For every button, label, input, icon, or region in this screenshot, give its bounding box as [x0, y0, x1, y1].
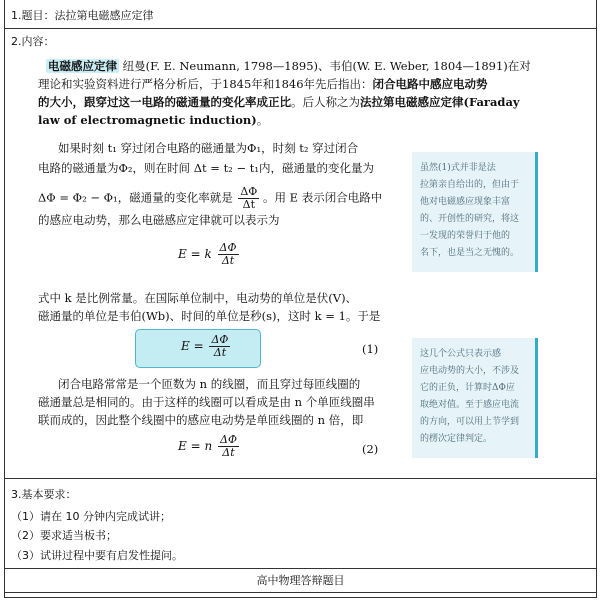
formula-1: E = k $\frac{\Delta\Phi}{\Delta t}$ — [178, 241, 237, 267]
formula-3-number: (2) — [362, 442, 379, 456]
book-para1-line4: law of electromagnetic induction)。 — [38, 113, 269, 127]
requirement-item: （1）请在 10 分钟内完成试讲； — [11, 510, 171, 523]
book-para4-line2: 磁通量总是相同的。由于这样的线圈可以看成是由 n 个单匝线圈串 — [38, 395, 375, 409]
title-line: 1.题目：法拉第电磁感应定律 — [11, 9, 154, 22]
requirement-item: （2）要求适当板书； — [11, 529, 117, 542]
book-para1-line2: 理论和实验资料进行严格分析后，于1845年和1846年先后指出：闭合电路中感应电动势 — [38, 77, 488, 91]
book-para3-line1: 式中 k 是比例常量。在国际单位制中，电动势的单位是伏(V)、 — [38, 291, 358, 305]
book-para4-line1: 闭合电路常常是一个匝数为 n 的线圈，而且穿过每匝线圈的 — [58, 377, 361, 391]
book-para2-line4: 的感应电动势，那么电磁感应定律就可以表示为 — [38, 213, 280, 227]
book-para2-line2: 电路的磁通量为Φ₂，则在时间 Δt = t₂ − t₁内，磁通量的变化量为 — [38, 161, 374, 175]
book-para1-line1: 电磁感应定律 纽曼(F. E. Neumann, 1798—1895)、韦伯(W. E. Weber, 1804—1891)在对 — [48, 59, 531, 73]
book-para3-line2: 磁通量的单位是韦伯(Wb)、时间的单位是秒(s)，这时 k = 1。于是 — [38, 309, 381, 323]
book-para2-line1: 如果时刻 t₁ 穿过闭合电路的磁通量为Φ₁，时刻 t₂ 穿过闭合 — [58, 141, 359, 155]
formula-3: E = n $\frac{\Delta\Phi}{\Delta t}$ — [178, 433, 237, 459]
formula-2-number: (1) — [362, 342, 379, 356]
content-divider — [4, 478, 597, 479]
requirements-label: 3.基本要求： — [11, 488, 77, 501]
sidenote-1: 虽然(1)式并非是法 拉第亲自给出的，但由于 他对电磁感应现象丰富 的、开创性的研究，将这 一发现的荣誉归于他的 名下，也是当之无愧的。 — [412, 152, 538, 272]
title-divider — [4, 28, 597, 29]
book-para2-line3: ΔΦ = Φ₂ − Φ₁，磁通量的变化率就是 $\frac{\Delta\Phi}{\Delta t}$ 。用 E 表示闭合电路中 — [38, 185, 383, 211]
content-label: 2.内容： — [11, 35, 55, 48]
flux-rate-fraction: $\frac{\Delta\Phi}{\Delta t}$ — [240, 185, 258, 211]
book-para1-line3: 的大小，跟穿过这一电路的磁通量的变化率成正比。后人称之为法拉第电磁感应定律(Faraday — [38, 95, 520, 109]
footer-section-title: 高中物理答辩题目 — [256, 574, 345, 587]
footer-bottom-divider — [4, 592, 597, 593]
sidenote-2: 这几个公式只表示感 应电动势的大小，不涉及 它的正负，计算时ΔΦ应 取绝对值。至于感应电流 的方向，可以用上节学到 的楞次定律判定。 — [412, 338, 538, 458]
footer-divider — [4, 568, 597, 569]
law-heading: 电磁感应定律 — [48, 59, 117, 73]
book-para4-line3: 联而成的，因此整个线圈中的感应电动势是单匝线圈的 n 倍，即 — [38, 413, 364, 427]
textbook-excerpt — [38, 52, 558, 464]
formula-2: E = $\frac{\Delta\Phi}{\Delta t}$ — [181, 333, 229, 359]
requirement-item: （3）试讲过程中要有启发性提问。 — [11, 549, 183, 562]
